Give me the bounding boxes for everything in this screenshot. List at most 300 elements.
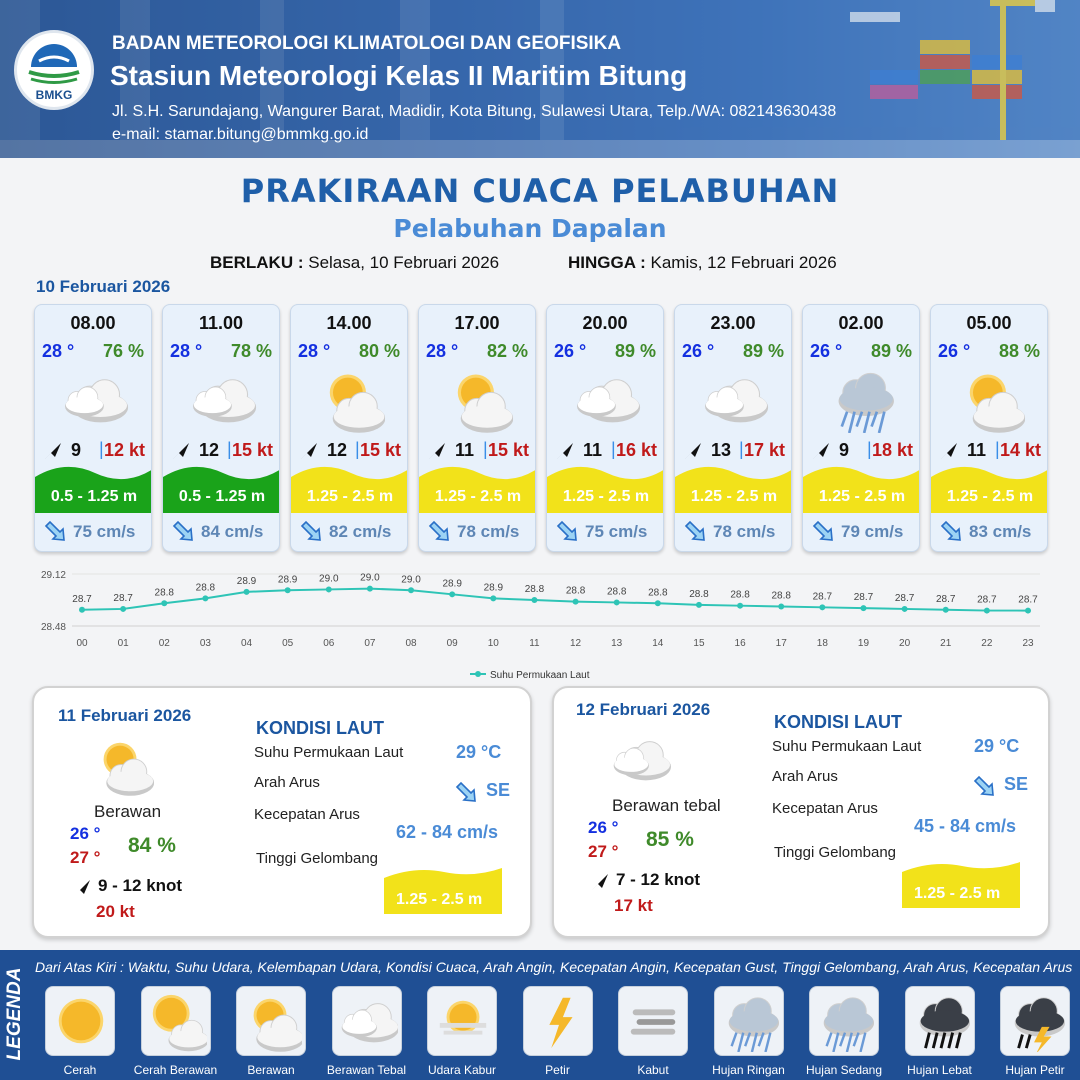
current-speed-value: 62 - 84 cm/s [396,822,499,842]
sst-value: 29 °C [974,736,1020,756]
hour-card [546,304,664,552]
cloudy-icon [59,367,129,433]
legend-icon-box [427,986,497,1056]
current-speed: 78 cm/s [713,522,776,541]
day-forecast-panel [552,686,1050,938]
current-direction-icon [555,519,581,545]
day-wave-height: 1.25 - 2.5 m [396,891,483,908]
current-direction-label: Arah Arus [254,774,320,791]
legend-icon-box [523,986,593,1056]
current-info [299,519,403,545]
humidity: 82 % [486,341,528,361]
legend-item-label: Hujan Lebat [907,1063,972,1077]
current-info [171,519,275,545]
legend-icon-box [809,986,879,1056]
x-tick-label: 06 [323,638,335,649]
weather-condition [699,367,769,433]
current-info [427,519,531,545]
cloudy-icon [571,367,641,433]
x-tick-label: 03 [199,638,211,649]
valid-from-value: Selasa, 10 Februari 2026 [308,253,500,272]
legend-item [420,986,504,1077]
wind-info [41,439,147,463]
sst-data-label: 28.9 [483,582,504,594]
x-tick-label: 16 [734,638,746,649]
legend-entry: Suhu Permukaan Laut [490,670,590,681]
fog-icon [624,992,684,1052]
sst-series-line [82,589,1028,611]
day-gust-speed: 20 kt [96,902,135,921]
sst-data-label: 28.7 [113,592,133,604]
weather-condition [571,367,641,433]
current-speed: 82 cm/s [329,522,392,541]
wind-info [681,439,787,463]
gust-speed: 18 kt [871,440,913,460]
wind-separator: | [355,439,360,459]
current-direction-label: Arah Arus [772,768,838,785]
x-tick-label: 09 [446,638,458,649]
sst-data-point [902,606,908,612]
hour-time: 05.00 [966,313,1012,333]
x-tick-label: 05 [282,638,294,649]
legend-item [134,986,218,1077]
current-direction-icon [683,519,709,545]
sst-data-point [490,595,496,601]
x-tick-label: 15 [693,638,705,649]
x-tick-label: 02 [158,638,170,649]
humidity: 89 % [870,341,912,361]
wind-separator: | [995,439,1000,459]
sst-label: Suhu Permukaan Laut [772,738,922,755]
wave-height: 1.25 - 2.5 m [818,488,906,505]
sst-data-label: 29.0 [401,574,421,586]
legend-item [325,986,409,1077]
cloudy-icon [187,367,257,433]
rain-icon [827,367,897,433]
partly-cloudy-icon [315,367,385,433]
legend-item [898,986,982,1077]
sea-condition-title: KONDISI LAUT [256,718,384,738]
day-min-temperature: 26 ° [70,824,101,843]
gust-speed: 12 kt [103,440,145,460]
today-date-label: 10 Februari 2026 [36,277,171,296]
sst-data-label: 28.9 [442,578,462,590]
gust-speed: 15 kt [231,440,273,460]
sst-data-point [408,587,414,593]
humidity: 89 % [614,341,656,361]
sst-data-label: 29.0 [360,572,380,584]
humidity: 80 % [358,341,400,361]
legend-item [229,986,313,1077]
current-direction-icon [299,519,325,545]
sst-data-point [1025,608,1031,614]
bmkg-logo [14,30,94,110]
valid-to [568,253,837,273]
current-direction-icon [811,519,837,545]
sst-data-point [860,605,866,611]
weather-condition [827,367,897,433]
haze-icon [433,992,493,1052]
x-tick-label: 04 [240,638,253,649]
day-condition-text: Berawan tebal [612,796,721,815]
sst-data-point [367,586,373,592]
current-speed-label: Kecepatan Arus [772,800,878,817]
legend-item [802,986,886,1077]
sst-data-point [531,597,537,603]
wind-speed: 11 [583,440,603,460]
air-temperature: 28 ° [170,341,203,361]
x-tick-label: 10 [487,638,499,649]
valid-from [210,253,499,273]
sst-data-label: 28.7 [812,591,833,603]
legend-item [38,986,122,1077]
x-tick-label: 22 [981,638,993,649]
current-speed: 79 cm/s [841,522,904,541]
sst-data-label: 28.8 [730,589,750,601]
wave-height-label: Tinggi Gelombang [774,844,897,861]
legend-icon-box [236,986,306,1056]
sst-data-label: 28.8 [771,590,791,602]
x-tick-label: 17 [775,638,787,649]
legend-item-label: Berawan [247,1063,295,1077]
sst-data-point [244,589,250,595]
x-tick-label: 12 [570,638,582,649]
day-date: 12 Februari 2026 [576,700,711,719]
header-banner [0,0,1080,158]
station-name: Stasiun Meteorologi Kelas II Maritim Bitung [110,60,688,91]
hour-time: 02.00 [838,313,884,333]
x-tick-label: 23 [1022,638,1034,649]
wind-info [809,439,915,463]
x-tick-label: 08 [405,638,417,649]
wind-speed: 9 [839,440,850,460]
hour-card [290,304,408,552]
legend-item-label: Hujan Sedang [805,1063,883,1077]
wind-speed: 12 [199,440,220,460]
x-tick-label: 11 [529,638,540,649]
wind-info [937,439,1043,463]
current-info [683,519,787,545]
legend-item [993,986,1077,1077]
legend-description: Dari Atas Kiri : Waktu, Suhu Udara, Kelembapan Udara, Kondisi Cuaca, Arah Angin, Kecepatan Angin, Kecepatan Gust, Tinggi Gelombang, Arah Arus, Kecepatan Arus [35,959,1073,975]
gust-speed: 15 kt [487,440,529,460]
legend-swatch-dot [475,671,481,677]
sst-data-label: 28.7 [72,593,92,605]
wind-speed: 9 [71,440,82,460]
wind-direction-icon [72,878,92,898]
wave-height: 0.5 - 1.25 m [178,488,266,505]
weather-condition [443,367,513,433]
sst-data-point [449,591,455,597]
hour-time: 23.00 [710,313,756,333]
wind-direction-icon [939,441,959,461]
weather-condition [955,367,1025,433]
wind-separator: | [227,439,232,459]
sst-data-label: 28.7 [936,593,956,605]
hour-card [34,304,152,552]
hour-card [162,304,280,552]
sst-data-label: 28.9 [236,575,257,587]
wind-direction-icon [555,441,575,461]
air-temperature: 28 ° [42,341,75,361]
wind-direction-icon [299,441,319,461]
wind-info [169,439,275,463]
sst-data-point [614,599,620,605]
thunderstorm-icon [1006,992,1066,1052]
wave-height: 1.25 - 2.5 m [690,488,778,505]
x-tick-label: 21 [940,638,952,649]
current-direction-icon [972,774,998,800]
wind-separator: | [739,439,744,459]
legend-item [707,986,791,1077]
sst-data-point [120,606,126,612]
hour-time: 08.00 [70,313,116,333]
current-direction-icon [939,519,965,545]
sst-value: 29 °C [456,742,502,762]
light-rain-icon [720,992,780,1052]
valid-to-label: HINGGA : [568,253,646,272]
x-tick-label: 14 [652,638,664,649]
bmkg-emblem-icon [17,39,91,89]
x-tick-label: 13 [611,638,623,649]
x-tick-label: 18 [816,638,828,649]
current-speed: 75 cm/s [73,522,136,541]
cloudy-icon [338,992,398,1052]
legend-icon-box [141,986,211,1056]
legend-icon-box [618,986,688,1056]
x-tick-label: 00 [76,638,88,649]
sst-data-label: 28.8 [524,584,545,595]
legend-item-label: Berawan Tebal [326,1063,407,1077]
hour-time: 11.00 [198,313,244,333]
cloudy-icon [608,730,672,790]
day-weather-condition [608,730,672,795]
wind-direction-icon [683,441,703,461]
current-info [555,519,659,545]
legend-icon-box [714,986,784,1056]
wind-direction-icon [171,441,191,461]
sst-data-label: 29.0 [319,573,339,585]
humidity: 76 % [102,341,144,361]
current-direction-value: SE [486,780,511,800]
humidity: 88 % [998,341,1040,361]
sst-data-point [943,607,949,613]
day-date: 11 Februari 2026 [58,706,192,725]
gust-speed: 14 kt [999,440,1041,460]
sst-data-point [202,595,208,601]
sst-data-label: 28.8 [154,587,174,599]
wind-speed: 11 [455,440,475,460]
moderate-rain-icon [815,992,875,1052]
sst-data-label: 28.9 [277,574,298,586]
day-humidity: 84 % [128,834,176,857]
day-weather-condition [90,736,154,801]
station-email: e-mail: stamar.bitung@bmmkg.go.id [112,126,369,143]
valid-to-value: Kamis, 12 Februari 2026 [650,253,837,272]
current-speed: 78 cm/s [457,522,520,541]
sst-data-label: 28.7 [894,592,915,604]
heavy-rain-icon [911,992,971,1052]
gust-speed: 17 kt [743,440,785,460]
current-direction-icon [454,780,480,806]
legend-item-label: Udara Kabur [427,1063,497,1077]
day-humidity: 85 % [646,828,694,851]
wave-height: 0.5 - 1.25 m [50,488,138,505]
sst-data-label: 28.7 [853,592,874,604]
x-tick-label: 01 [117,638,129,649]
sea-surface-temperature-chart [30,562,1060,684]
current-speed-value: 45 - 84 cm/s [914,816,1017,836]
hour-card [674,304,792,552]
current-speed: 75 cm/s [585,522,648,541]
day-gust-speed: 17 kt [614,896,653,915]
y-tick-label: 29.12 [40,570,66,581]
hour-card [930,304,1048,552]
legend-item-label: Kabut [637,1063,669,1077]
day-max-temperature: 27 ° [70,848,101,867]
legend-icon-box [45,986,115,1056]
wind-speed: 13 [711,440,732,460]
wind-direction-icon [427,441,447,461]
hour-time: 17.00 [454,313,500,333]
y-tick-label: 28.48 [40,622,66,633]
day-forecast-panel [32,686,532,938]
legend-title: LEGENDA [4,967,25,1061]
wind-info [553,439,659,463]
legend-item [611,986,695,1077]
wind-speed: 12 [327,440,348,460]
legend-item [516,986,600,1077]
x-tick-label: 19 [857,638,870,649]
page-title: PRAKIRAAN CUACA PELABUHAN [240,172,840,210]
gust-speed: 15 kt [359,440,401,460]
wave-height: 1.25 - 2.5 m [562,488,650,505]
x-tick-label: 20 [899,638,911,649]
sst-label: Suhu Permukaan Laut [254,744,404,761]
air-temperature: 26 ° [938,341,971,361]
current-speed: 83 cm/s [969,522,1032,541]
sst-data-point [79,607,85,613]
current-info [43,519,147,545]
port-name: Pelabuhan Dapalan [393,214,667,243]
current-info [939,519,1043,545]
wind-info [297,439,403,463]
legend-item-label: Cerah [63,1063,97,1077]
sea-condition-title: KONDISI LAUT [774,712,902,732]
wind-direction-icon [590,872,610,892]
hour-time: 20.00 [582,313,628,333]
sst-data-point [819,604,825,610]
cloudy-icon [699,367,769,433]
current-info [811,519,915,545]
wave-height: 1.25 - 2.5 m [434,488,522,505]
partly-cloudy-icon [90,736,154,796]
x-tick-label: 07 [364,638,376,649]
station-address: Jl. S.H. Sarundajang, Wangurer Barat, Madidir, Kota Bitung, Sulawesi Utara, Telp./WA: 082143630438 [112,103,837,120]
sst-data-point [984,608,990,614]
weather-condition [59,367,129,433]
legend-item-label: Petir [545,1063,570,1077]
sst-data-point [326,586,332,592]
hour-time: 14.00 [326,313,372,333]
day-wind-speed: 7 - 12 knot [616,870,701,889]
day-min-temperature: 26 ° [588,818,619,837]
sst-data-label: 28.8 [648,587,668,599]
hour-card [418,304,536,552]
current-direction-icon [171,519,197,545]
legend-icon-box [905,986,975,1056]
wind-speed: 11 [967,440,987,460]
sst-data-point [696,602,702,608]
day-max-temperature: 27 ° [588,842,619,861]
legend-item-label: Cerah Berawan [133,1063,218,1077]
valid-from-label: BERLAKU : [210,253,304,272]
weather-condition [187,367,257,433]
sst-data-point [285,587,291,593]
sst-data-point [161,600,167,606]
wind-separator: | [99,439,104,459]
hour-card [802,304,920,552]
weather-condition [315,367,385,433]
partly-sunny-icon [147,992,207,1052]
day-wave-height: 1.25 - 2.5 m [914,885,1001,902]
legend-item-label: Hujan Ringan [712,1063,785,1077]
sst-data-point [573,599,579,605]
wind-separator: | [611,439,616,459]
sst-data-label: 28.7 [977,594,997,606]
wind-info [425,439,531,463]
agency-name: BADAN METEOROLOGI KLIMATOLOGI DAN GEOFISIKA [112,33,622,54]
gust-speed: 16 kt [615,440,657,460]
air-temperature: 26 ° [554,341,587,361]
wave-height: 1.25 - 2.5 m [306,488,394,505]
logo-text: BMKG [35,88,73,102]
partly-cloudy-icon [955,367,1025,433]
current-speed-label: Kecepatan Arus [254,806,360,823]
wind-separator: | [867,439,872,459]
sunny-icon [51,992,111,1052]
air-temperature: 26 ° [682,341,715,361]
sst-data-label: 28.8 [689,588,709,600]
legend-side-label [0,950,30,1080]
humidity: 89 % [742,341,784,361]
sst-data-label: 28.7 [1018,594,1038,606]
humidity: 78 % [230,341,272,361]
current-speed: 84 cm/s [201,522,264,541]
lightning-icon [529,992,589,1052]
day-condition-text: Berawan [94,802,162,821]
air-temperature: 26 ° [810,341,843,361]
sst-data-label: 28.8 [195,582,216,594]
current-direction-icon [43,519,69,545]
air-temperature: 28 ° [298,341,331,361]
wave-height: 1.25 - 2.5 m [946,488,1034,505]
current-direction-icon [427,519,453,545]
sst-data-point [737,603,743,609]
wind-direction-icon [811,441,831,461]
wind-separator: | [483,439,488,459]
partly-cloudy-icon [443,367,513,433]
sst-data-point [778,604,784,610]
sst-data-point [655,600,661,606]
day-wind-speed: 9 - 12 knot [98,876,183,895]
partly-cloudy-icon [242,992,302,1052]
current-direction-value: SE [1004,774,1029,794]
legend-icon-box [1000,986,1070,1056]
sst-data-label: 28.8 [565,585,586,597]
air-temperature: 28 ° [426,341,459,361]
legend-icon-box [332,986,402,1056]
